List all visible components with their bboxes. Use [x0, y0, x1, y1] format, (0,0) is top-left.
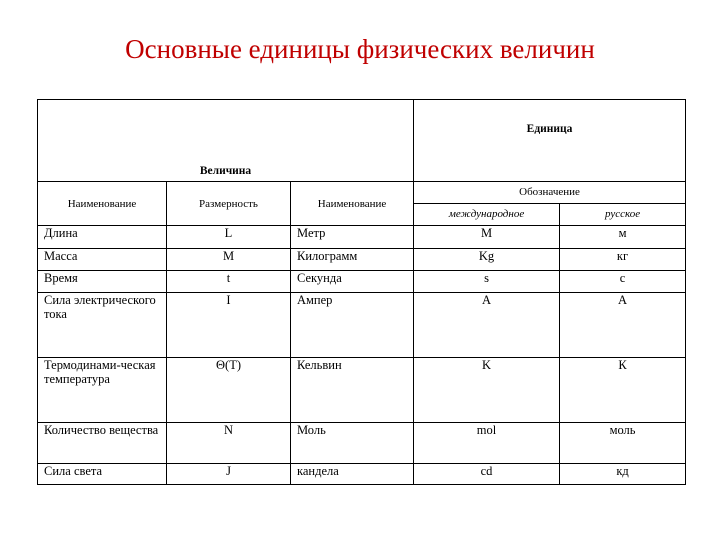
rus-symbol: кд — [560, 464, 686, 485]
quantity-name: Сила света — [38, 464, 167, 485]
unit-name: Ампер — [291, 293, 414, 358]
rus-symbol: кг — [560, 249, 686, 271]
intl-symbol: K — [414, 358, 560, 423]
dimension-cell: N — [167, 423, 291, 464]
dimension-cell: J — [167, 464, 291, 485]
header-international: международное — [414, 204, 560, 226]
unit-name: Кельвин — [291, 358, 414, 423]
table-header-row — [38, 100, 686, 182]
intl-symbol: s — [414, 271, 560, 293]
table-row — [38, 293, 686, 358]
quantity-name: Сила электрического тока — [38, 293, 167, 358]
header-quantity — [38, 100, 414, 182]
header-unit-name: Наименование — [291, 182, 414, 226]
unit-name: Килограмм — [291, 249, 414, 271]
intl-symbol: cd — [414, 464, 560, 485]
header-designation: Обозначение — [414, 182, 686, 204]
table-row — [38, 271, 686, 293]
table-subheader-row — [38, 182, 686, 204]
header-unit — [414, 100, 686, 182]
rus-symbol: моль — [560, 423, 686, 464]
unit-name: Секунда — [291, 271, 414, 293]
header-quantity-label: Величина — [199, 165, 252, 177]
quantity-name: Масса — [38, 249, 167, 271]
header-name: Наименование — [38, 182, 167, 226]
page-title: Основные единицы физических величин — [125, 34, 595, 64]
units-table — [37, 99, 686, 485]
unit-name: Метр — [291, 226, 414, 249]
intl-symbol: M — [414, 226, 560, 249]
dimension-cell: I — [167, 293, 291, 358]
header-russian: русское — [560, 204, 686, 226]
intl-symbol: Kg — [414, 249, 560, 271]
dimension-cell: L — [167, 226, 291, 249]
quantity-name: Длина — [38, 226, 167, 249]
unit-name: Моль — [291, 423, 414, 464]
header-unit-label: Единица — [526, 123, 573, 135]
rus-symbol: К — [560, 358, 686, 423]
table-row — [38, 423, 686, 464]
table-row — [38, 249, 686, 271]
quantity-name: Количество вещества — [38, 423, 167, 464]
dimension-cell: t — [167, 271, 291, 293]
header-dimension: Размерность — [167, 182, 291, 226]
intl-symbol: mol — [414, 423, 560, 464]
rus-symbol: м — [560, 226, 686, 249]
table-row — [38, 358, 686, 423]
intl-symbol: A — [414, 293, 560, 358]
rus-symbol: с — [560, 271, 686, 293]
table-row — [38, 464, 686, 485]
table-row — [38, 226, 686, 249]
quantity-name: Термодинами-ческая температура — [38, 358, 167, 423]
dimension-cell: M — [167, 249, 291, 271]
rus-symbol: А — [560, 293, 686, 358]
dimension-cell: Θ(T) — [167, 358, 291, 423]
quantity-name: Время — [38, 271, 167, 293]
unit-name: кандела — [291, 464, 414, 485]
